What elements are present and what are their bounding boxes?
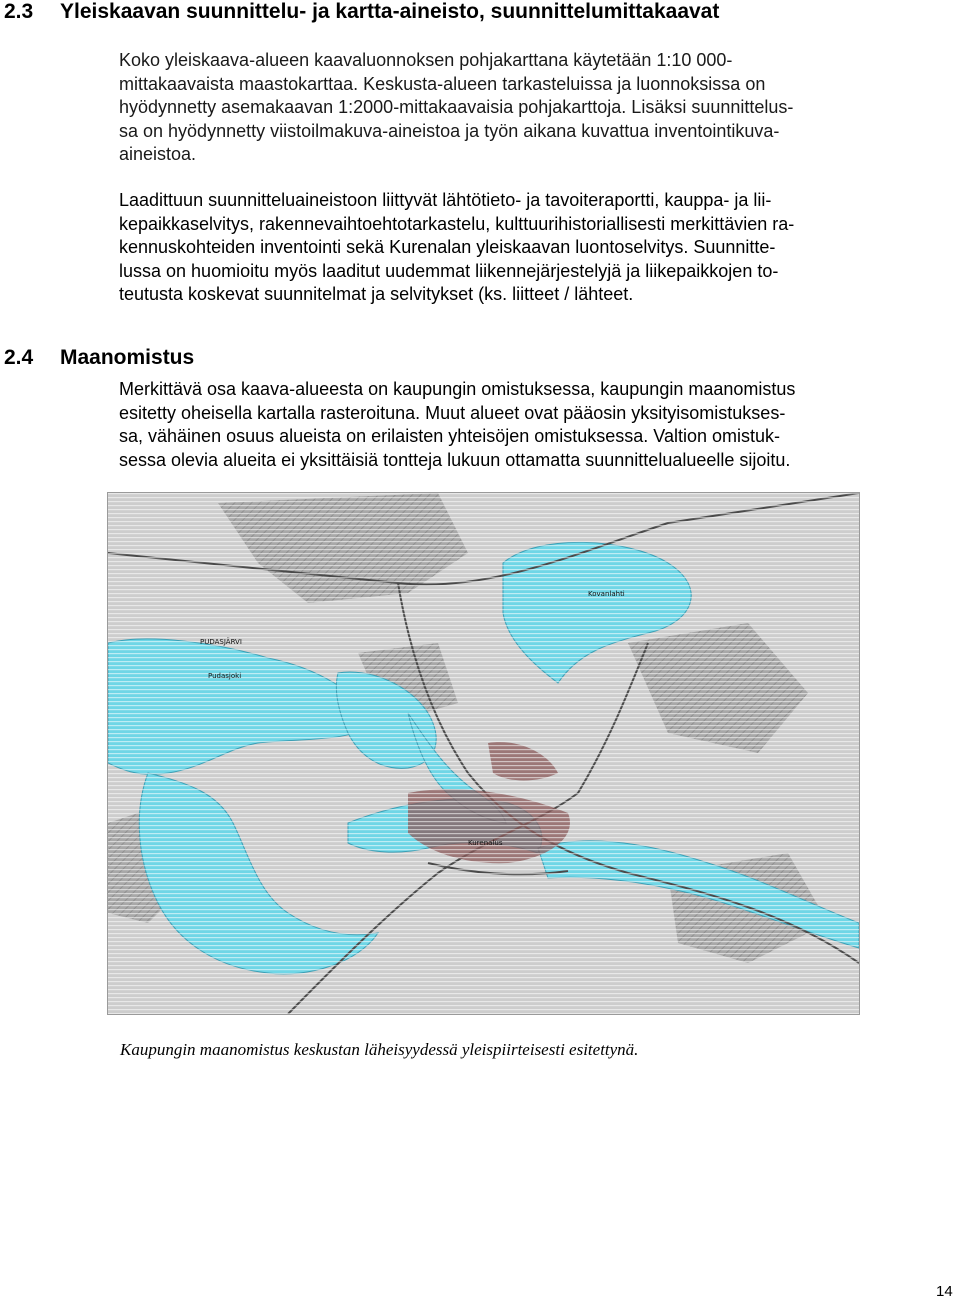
section-title: Yleiskaavan suunnittelu- ja kartta-aineisto, suunnittelumittakaavat	[60, 0, 720, 23]
section-heading-2-3	[0, 0, 719, 24]
text-line: mittakaavaista maastokarttaa. Keskusta-alueen tarkasteluissa ja luonnoksissa on	[119, 73, 766, 94]
text-line: sa on hyödynnetty viistoilmakuva-aineistoa ja työn aikana kuvattua inventointikuva-	[119, 120, 780, 141]
map-label: Pudasjoki	[208, 672, 242, 680]
text-line: teutusta koskevat suunnitelmat ja selvitykset (ks. liitteet / lähteet.	[119, 284, 634, 304]
land-ownership-map	[107, 492, 860, 1015]
map-label: Kurenalus	[468, 839, 503, 847]
map-graphic	[108, 493, 859, 1014]
text-line: Laadittuun suunnitteluaineistoon liittyvät lähtötieto- ja tavoiteraportti, kauppa- ja lii-	[119, 190, 772, 210]
text-line: kepaikkaselvitys, rakennevaihtoehtotarkastelu, kulttuurihistoriallisesti merkittävien ra-	[119, 213, 795, 234]
page-number: 14	[936, 1283, 953, 1300]
section-number: 2.3	[4, 0, 34, 23]
paragraph-land-ownership	[119, 378, 871, 472]
text-line: sa, vähäinen osuus alueista on erilaisten yhteisöjen omistuksessa. Valtion omistuk-	[119, 426, 781, 446]
map-label: PUDASJÄRVI	[200, 638, 242, 646]
scan-texture	[108, 493, 859, 1014]
section-number: 2.4	[4, 346, 34, 369]
text-line: kennuskohteiden inventointi sekä Kurenalan yleiskaavan luontoselvitys. Suunnitte-	[119, 237, 776, 257]
text-line: Merkittävä osa kaava-alueesta on kaupungin omistuksessa, kaupungin maanomistus	[119, 379, 796, 399]
section-heading-2-4	[0, 346, 194, 370]
text-line: lussa on huomioitu myös laaditut uudemmat liikennejärjestelyjä ja liikepaikkojen to-	[119, 260, 779, 281]
text-line: hyödynnetty asemakaavan 1:2000-mittakaavaisia pohjakarttoja. Lisäksi suunnittelus-	[119, 97, 794, 117]
paragraph-base-maps	[119, 49, 871, 167]
text-line: esitetty oheisella kartalla rasteroituna. Muut alueet ovat pääosin yksityisomistukses-	[119, 402, 786, 423]
text-line: Koko yleiskaava-alueen kaavaluonnoksen pohjakarttana käytetään 1:10 000-	[119, 50, 733, 70]
text-line: aineistoa.	[119, 144, 197, 164]
map-label: Kovanlahti	[588, 590, 625, 598]
paragraph-planning-material	[119, 189, 871, 307]
text-line: sessa olevia alueita ei yksittäisiä tontteja lukuun ottamatta suunnittelualueelle sijoitu.	[119, 449, 791, 470]
section-title: Maanomistus	[60, 346, 195, 369]
figure-caption: Kaupungin maanomistus keskustan läheisyydessä yleispiirteisesti esitettynä.	[120, 1040, 639, 1059]
